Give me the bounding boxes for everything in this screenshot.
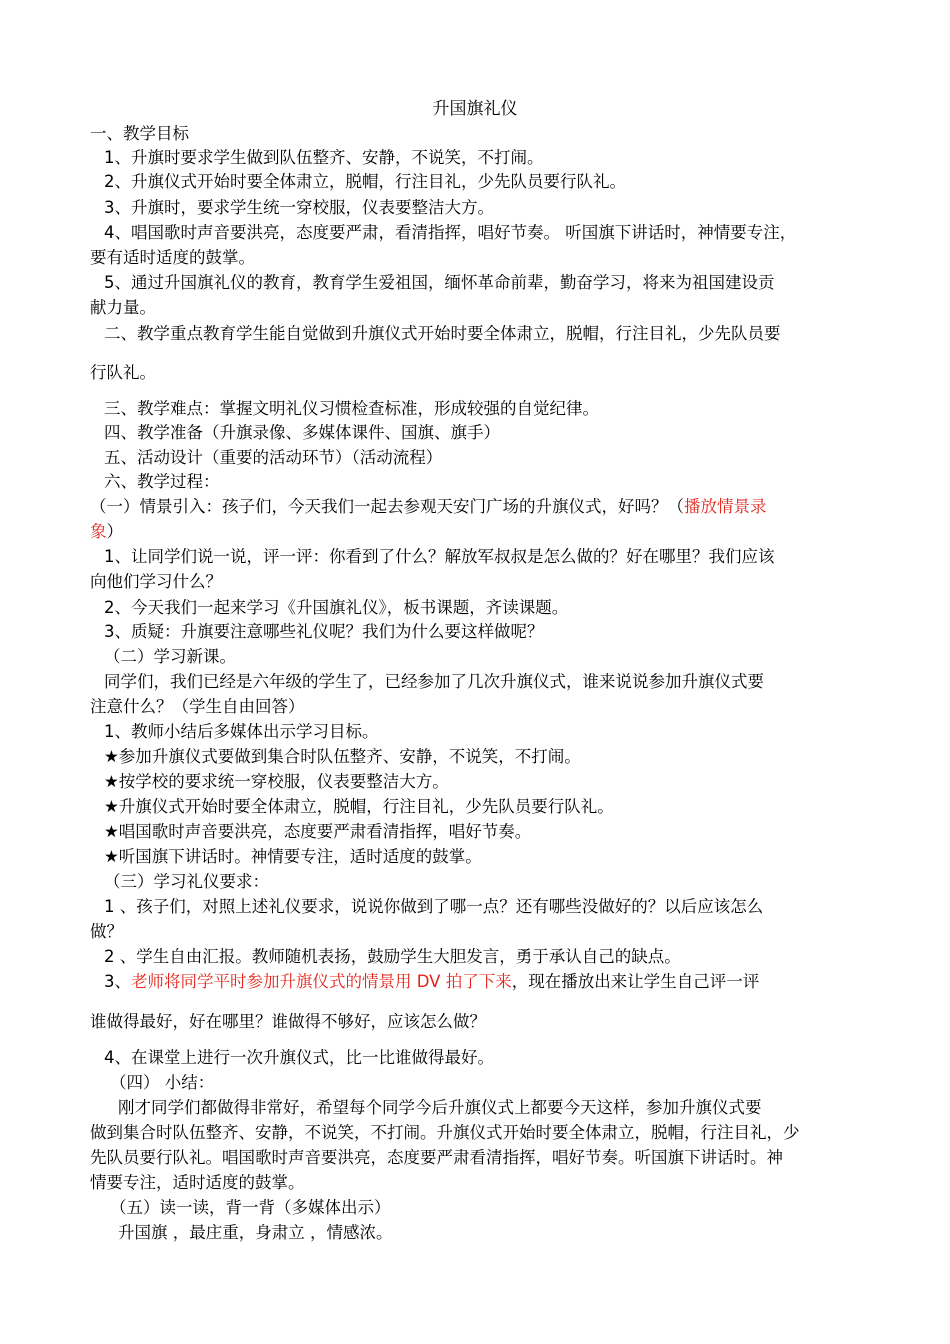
text-line — [104, 397, 930, 421]
line-text: ★参加升旗仪式要做到集合时队伍整齐、安静，不说笑，不打闹。 — [104, 747, 581, 766]
text-line — [104, 596, 930, 620]
text-line — [110, 1071, 930, 1095]
line-text: 1 、孩子们，对照上述礼仪要求，说说你做到了哪一点？还有哪些没做好的？以后应该怎么 — [104, 897, 764, 916]
line-text: 献力量。 — [90, 298, 156, 317]
line-text: 1、升旗时要求学生做到队伍整齐、安静，不说笑，不打闹。 — [104, 148, 544, 167]
text-line — [104, 895, 930, 919]
line-text: 3、 — [104, 972, 131, 991]
text-line — [104, 945, 930, 969]
text-line — [104, 421, 930, 445]
line-text: 2、今天我们一起来学习《升国旗礼仪》，板书课题，齐读课题。 — [104, 598, 569, 617]
highlighted-text: 老师将同学平时参加升旗仪式的情景用 DV 拍了下来 — [131, 972, 512, 991]
line-text: 要有适时适度的鼓掌。 — [90, 248, 255, 267]
text-line — [104, 196, 930, 220]
line-text: （四） 小结： — [110, 1073, 215, 1092]
text-line — [104, 645, 930, 669]
line-text: 4、唱国歌时声音要洪亮，态度要严肃，看清指挥，唱好节奏。 听国旗下讲话时，神情要专注， — [104, 223, 797, 242]
line-text: （三）学习礼仪要求： — [104, 872, 269, 891]
highlighted-text: 象 — [90, 522, 107, 541]
text-line — [104, 1046, 930, 1070]
line-text: 行队礼。 — [90, 363, 156, 382]
text-line — [104, 770, 930, 794]
text-line — [90, 296, 930, 320]
text-line — [90, 122, 930, 146]
text-line — [104, 970, 930, 994]
line-text: ★按学校的要求统一穿校服，仪表要整洁大方。 — [104, 772, 449, 791]
line-text: 三、教学难点：掌握文明礼仪习惯检查标准，形成较强的自觉纪律。 — [104, 399, 599, 418]
line-text: ★听国旗下讲话时。神情要专注，适时适度的鼓掌。 — [104, 847, 482, 866]
line-text: ★唱国歌时声音要洪亮，态度要严肃看清指挥，唱好节奏。 — [104, 822, 532, 841]
line-text: 刚才同学们都做得非常好，希望每个同学今后升旗仪式上都要今天这样，参加升旗仪式要 — [118, 1098, 762, 1117]
text-line — [104, 170, 930, 194]
line-text: ★升旗仪式开始时要全体肃立，脱帽，行注目礼，少先队员要行队礼。 — [104, 797, 614, 816]
line-text: 一、教学目标 — [90, 124, 189, 143]
text-line — [104, 446, 930, 470]
text-line — [90, 246, 930, 270]
line-text: 情要专注，适时适度的鼓掌。 — [90, 1173, 305, 1192]
line-text: 3、质疑：升旗要注意哪些礼仪呢？我们为什么要这样做呢？ — [104, 622, 544, 641]
text-line — [90, 1146, 930, 1170]
line-text: 2、升旗仪式开始时要全体肃立，脱帽，行注目礼，少先队员要行队礼。 — [104, 172, 626, 191]
line-text: （二）学习新课。 — [104, 647, 236, 666]
text-line — [90, 495, 930, 519]
text-line — [104, 271, 930, 295]
line-text: 5、通过升国旗礼仪的教育，教育学生爱祖国，缅怀革命前辈，勤奋学习，将来为祖国建设贡 — [104, 273, 775, 292]
line-text: 谁做得最好，好在哪里？谁做得不够好，应该怎么做？ — [90, 1012, 486, 1031]
text-line — [90, 520, 930, 544]
line-text: 2 、学生自由汇报。教师随机表扬，鼓励学生大胆发言，勇于承认自己的缺点。 — [104, 947, 681, 966]
text-line — [104, 221, 930, 245]
text-line — [104, 870, 930, 894]
line-text: 1、让同学们说一说，评一评：你看到了什么？解放军叔叔是怎么做的？好在哪里？我们应该 — [104, 547, 775, 566]
text-line — [90, 695, 930, 719]
line-text: 六、教学过程： — [104, 472, 220, 491]
text-line — [104, 845, 930, 869]
line-text: 1、教师小结后多媒体出示学习目标。 — [104, 722, 379, 741]
line-text: 注意什么？（学生自由回答） — [90, 697, 305, 716]
line-text: 做到集合时队伍整齐、安静，不说笑，不打闹。升旗仪式开始时要全体肃立，脱帽，行注目礼，少 — [90, 1123, 800, 1142]
line-text: 做？ — [90, 922, 123, 941]
line-text: （五）读一读，背一背（多媒体出示） — [110, 1198, 391, 1217]
text-line — [104, 146, 930, 170]
line-text: 四、教学准备（升旗录像、多媒体课件、国旗、旗手） — [104, 423, 500, 442]
line-text: （一）情景引入：孩子们，今天我们一起去参观天安门广场的升旗仪式，好吗？（ — [90, 497, 684, 516]
text-line — [104, 795, 930, 819]
text-line — [90, 920, 930, 944]
text-line — [104, 620, 930, 644]
line-text: 向他们学习什么？ — [90, 572, 222, 591]
text-line — [118, 1221, 930, 1245]
line-text: 升国旗 ，最庄重，身肃立 ，情感浓。 — [118, 1223, 393, 1242]
line-text: ，现在播放出来让学生自己评一评 — [511, 972, 760, 991]
text-line — [104, 322, 930, 346]
line-text: 3、升旗时，要求学生统一穿校服，仪表要整洁大方。 — [104, 198, 494, 217]
text-line — [118, 1096, 930, 1120]
line-text: 五、活动设计（重要的活动环节）（活动流程） — [104, 448, 443, 467]
text-line — [104, 670, 930, 694]
text-line — [90, 1121, 930, 1145]
document-title: 升国旗礼仪 — [432, 99, 518, 119]
text-line — [90, 1171, 930, 1195]
text-line — [110, 1196, 930, 1220]
line-text: 同学们，我们已经是六年级的学生了，已经参加了几次升旗仪式，谁来说说参加升旗仪式要 — [104, 672, 764, 691]
text-line — [90, 570, 930, 594]
text-line — [104, 820, 930, 844]
line-text: 先队员要行队礼。唱国歌时声音要洪亮，态度要严肃看清指挥，唱好节奏。听国旗下讲话时。神 — [90, 1148, 783, 1167]
text-line — [90, 1010, 930, 1034]
line-text: ） — [106, 522, 123, 541]
text-line — [104, 545, 930, 569]
text-line — [90, 361, 930, 385]
highlighted-text: 播放情景录 — [684, 497, 767, 516]
text-line — [104, 470, 930, 494]
line-text: 二、教学重点教育学生能自觉做到升旗仪式开始时要全体肃立，脱帽，行注目礼，少先队员要 — [104, 324, 781, 343]
line-text: 4、在课堂上进行一次升旗仪式，比一比谁做得最好。 — [104, 1048, 494, 1067]
text-line — [104, 720, 930, 744]
text-line — [104, 745, 930, 769]
